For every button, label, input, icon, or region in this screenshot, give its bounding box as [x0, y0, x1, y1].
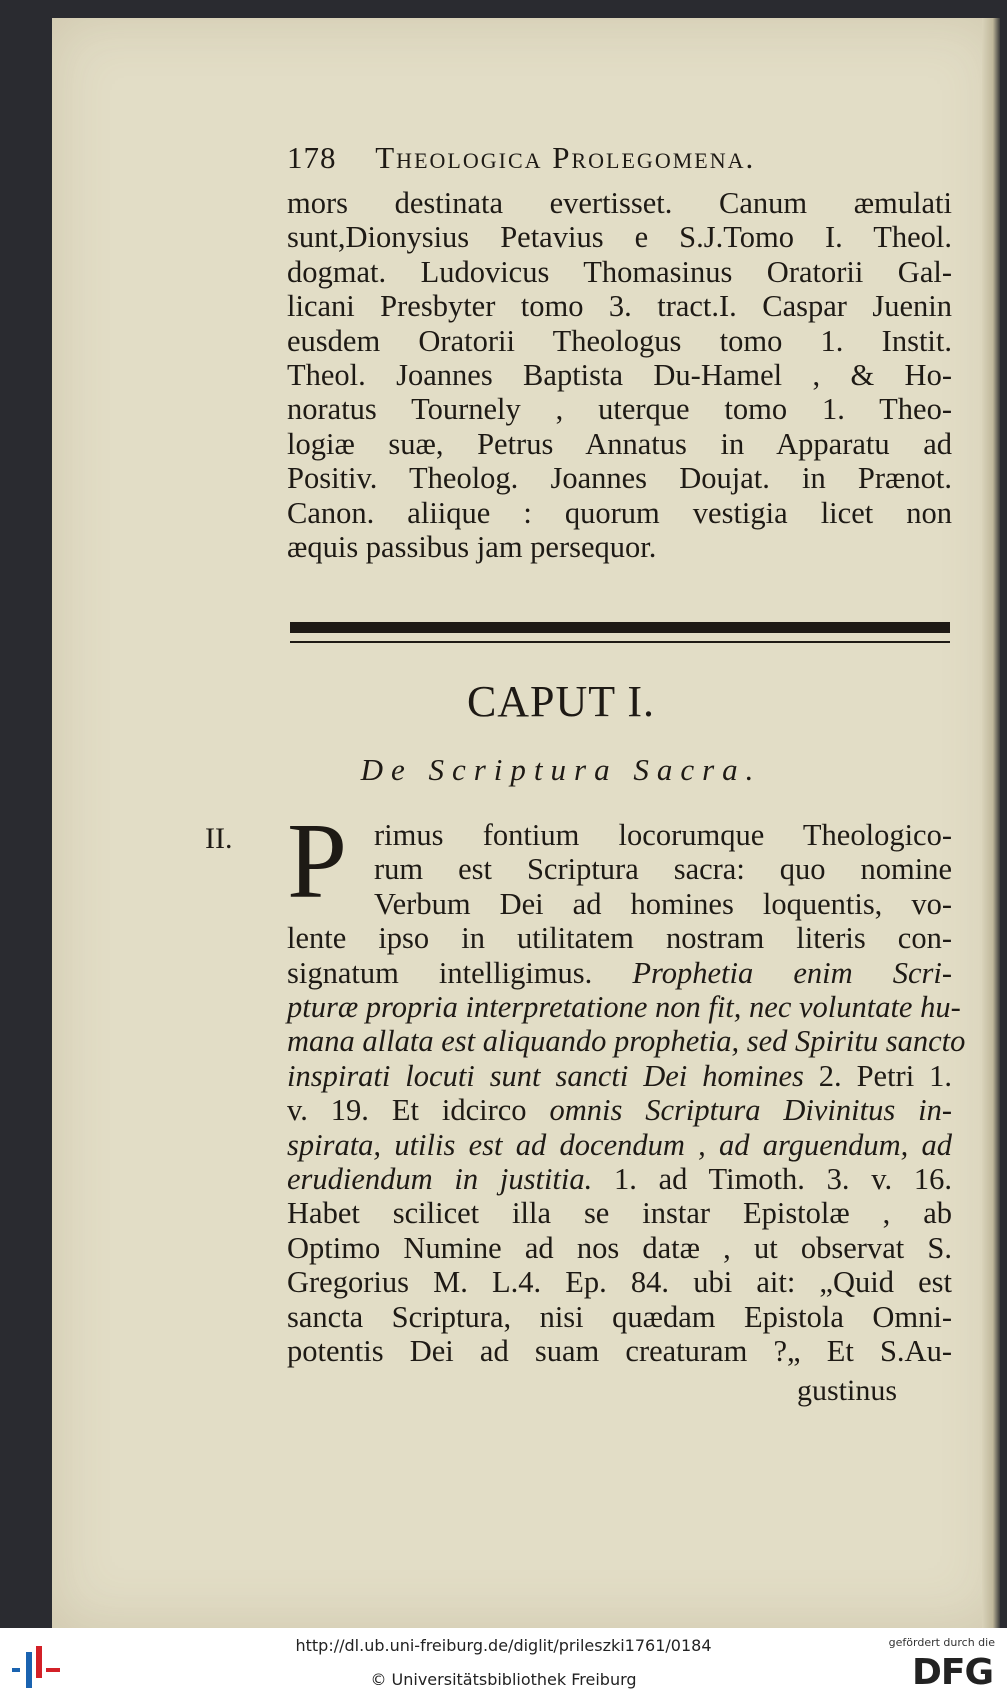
- italic-segment: inspirati locuti sunt sancti Dei homines: [287, 1058, 819, 1093]
- text-line: sunt,Dionysius Petavius e S.J.Tomo I. Theol.: [287, 220, 952, 255]
- text-line: lente ipso in utilitatem nostram literis con-: [287, 921, 952, 956]
- text-line: [287, 1093, 952, 1127]
- text-line: æquis passibus jam persequor.: [287, 530, 657, 565]
- text-line: Canon. aliique : quorum vestigia licet non: [287, 495, 952, 530]
- italic-segment: erudiendum in justitia.: [287, 1162, 614, 1197]
- catchword: gustinus: [797, 1374, 898, 1407]
- divider-thick: [290, 622, 950, 633]
- text-line: Gregorius M. L.4. Ep. 84. ubi ait: „Quid est: [287, 1265, 952, 1300]
- text-line: dogmat. Ludovicus Thomasinus Oratorii Gal-: [287, 254, 952, 289]
- text-segment: 2. Petri 1.: [818, 1058, 952, 1093]
- running-header: [287, 140, 957, 176]
- page-permalink[interactable]: http://dl.ub.uni-freiburg.de/diglit/prileszki1761/0184: [295, 1636, 712, 1655]
- running-title: Theologica Prolegomena.: [375, 140, 756, 175]
- text-line: noratus Tournely , uterque tomo 1. Theo-: [287, 392, 952, 427]
- text-line: mors destinata evertisset. Canum æmulati: [287, 186, 952, 220]
- text-line: sancta Scriptura, nisi quædam Epistola Omni-: [287, 1299, 952, 1334]
- chapter-subtitle: De Scriptura Sacra.: [360, 752, 762, 787]
- text-segment: 1. ad Timoth. 3. v. 16.: [613, 1162, 952, 1197]
- divider-thin: [290, 641, 950, 643]
- text-line: logiæ suæ, Petrus Annatus in Apparatu ad: [287, 426, 952, 461]
- text-line: Theol. Joannes Baptista Du-Hamel , & Ho-: [287, 358, 952, 393]
- text-line: licani Presbyter tomo 3. tract.I. Caspar Juenin: [287, 289, 952, 324]
- text-line: eusdem Oratorii Theologus tomo 1. Instit.: [287, 323, 952, 358]
- italic-segment: Prophetia enim Scri-: [632, 955, 952, 990]
- copyright-notice: © Universitätsbibliothek Freiburg: [370, 1670, 637, 1689]
- italic-line: mana allata est aliquando prophetia, sed Spiritu sancto: [287, 1024, 966, 1059]
- chapter-title: CAPUT I.: [466, 677, 656, 726]
- page-gutter: [982, 18, 1000, 1628]
- text-line: [287, 1162, 952, 1196]
- text-line: [287, 1059, 952, 1093]
- page-number: 178: [287, 140, 337, 175]
- viewer-footer: [0, 1628, 1007, 1700]
- marginal-section-number: II.: [205, 822, 233, 855]
- text-segment: signatum intelligimus.: [287, 955, 633, 990]
- italic-line: spirata, utilis est ad docendum , ad arguendum, ad: [287, 1127, 952, 1162]
- italic-segment: omnis Scriptura Divinitus in-: [549, 1093, 952, 1128]
- drop-cap: P: [287, 802, 348, 921]
- text-line: [287, 956, 952, 990]
- text-line: Verbum Dei ad homines loquentis, vo-: [374, 886, 952, 921]
- text-line: Optimo Numine ad nos datæ , ut observat S.: [287, 1230, 952, 1265]
- section-paragraph: [287, 818, 966, 1369]
- text-line: Positiv. Theolog. Joannes Doujat. in Prænot.: [287, 461, 952, 496]
- dfg-logo: DFG: [911, 1652, 993, 1693]
- text-line: rum est Scriptura sacra: quo nomine: [374, 852, 952, 887]
- text-line: rimus fontium locorumque Theologico-: [374, 818, 952, 852]
- paragraph-continuation: [287, 186, 952, 564]
- italic-line: pturæ propria interpretatione non fit, nec voluntate hu-: [287, 990, 961, 1025]
- text-line: Habet scilicet illa se instar Epistolæ , ab: [287, 1196, 952, 1231]
- text-line: potentis Dei ad suam creaturam ?„ Et S.Au-: [287, 1334, 952, 1369]
- dfg-funding-note: gefördert durch die: [888, 1636, 995, 1649]
- text-segment: v. 19. Et idcirco: [287, 1093, 550, 1128]
